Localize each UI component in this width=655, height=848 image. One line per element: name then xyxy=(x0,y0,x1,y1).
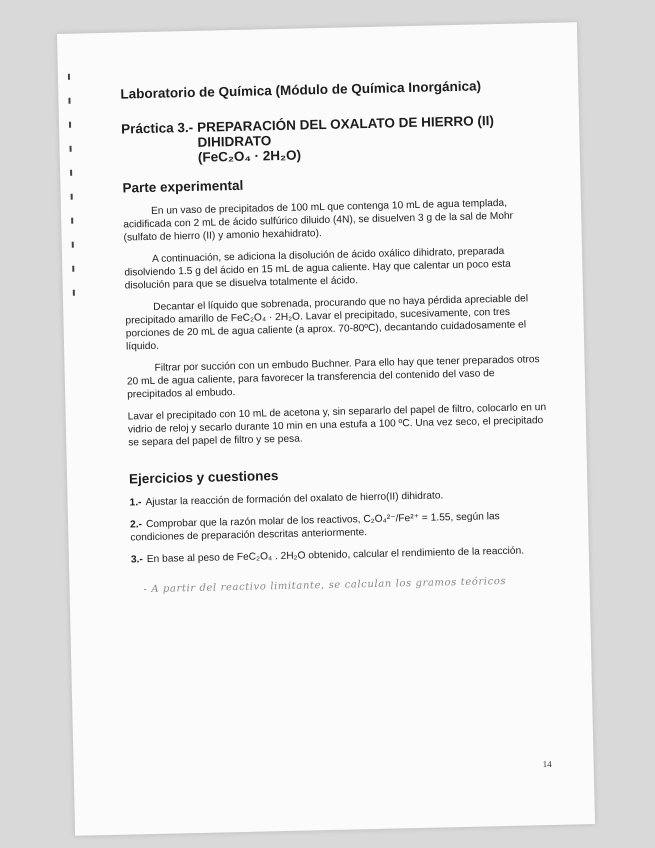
page-number: 14 xyxy=(542,758,552,770)
binder-hole xyxy=(71,218,73,224)
practice-title: PREPARACIÓN DEL OXALATO DE HIERRO (II) DIHIDRATO xyxy=(196,113,495,150)
binder-holes xyxy=(68,74,83,574)
experimental-paragraph: A continuación, se adiciona la disolución de ácido oxálico dihidrato, preparada disolviendo 1.5 g del ácido en 15 mL de agua caliente. Hay que calentar un poco esta disolución para que se disuelva totalmente el ácido. xyxy=(124,245,511,292)
exercise-text: Ajustar la reacción de formación del oxalato de hierro(II) dihidrato. xyxy=(145,490,444,509)
experimental-paragraph: Filtrar por succión con un embudo Buchner. Para ello hay que tener preparados otros 20 mL de agua caliente, para favorecer la transferencia del contenido del vaso de precipitados al embudo. xyxy=(126,354,540,401)
practice-heading xyxy=(121,112,542,167)
exercise-number: 2.- xyxy=(130,519,143,531)
exercise-text: Comprobar que la razón molar de los reactivos, C₂O₄²⁻/Fe²⁺ = 1.55, según las condiciones de preparación descritas anteriormente. xyxy=(130,511,500,544)
binder-hole xyxy=(68,74,70,80)
exercise-item xyxy=(131,544,551,567)
experimental-paragraph: Lavar el precipitado con 10 mL de acetona y, sin separarlo del papel de filtro, colocarlo en un vidrio de reloj y secarlo durante 10 min en una estufa a 100 ºC. Una vez seco, el precipitado se separa del papel de filtro y se pesa. xyxy=(127,402,547,449)
binder-hole xyxy=(73,290,75,296)
binder-hole xyxy=(72,242,74,248)
exercise-number: 1.- xyxy=(129,497,142,509)
binder-hole xyxy=(69,122,71,128)
binder-hole xyxy=(70,170,72,176)
practice-formula: (FeC₂O₄ · 2H₂O) xyxy=(197,147,302,165)
lab-title: Laboratorio de Química (Módulo de Química Inorgánica) xyxy=(120,78,482,102)
experimental-paragraph: Decantar el líquido que sobrenada, procurando que no haya pérdida apreciable del precipitado amarillo de FeC₂O₄ · 2H₂O. Lavar el precipitado, sucesivamente, con tres porciones de 20 mL de agua caliente (a aprox. 70-80ºC), decantando cuidadosamente el líquido. xyxy=(125,293,529,353)
practice-title-block xyxy=(197,112,542,165)
binder-hole xyxy=(70,146,72,152)
binder-hole xyxy=(72,266,74,272)
section-heading-exercises: Ejercicios y cuestiones xyxy=(128,468,279,487)
exercise-text: En base al peso de FeC₂O₄ . 2H₂O obtenido, calcular el rendimiento de la reacción. xyxy=(146,545,525,566)
exercise-item xyxy=(130,509,550,545)
exercise-item xyxy=(129,487,549,510)
practice-number: Práctica 3.- xyxy=(120,119,194,137)
page-content xyxy=(120,77,551,595)
binder-hole xyxy=(68,98,70,104)
handwritten-note: - A partir del reactivo limitante, se calculan los gramos teóricos xyxy=(143,575,507,596)
experimental-paragraph: En un vaso de precipitados de 100 mL que contenga 10 mL de agua templada, acidificada con 2 mL de ácido sulfúrico diluido (4N), se disuelven 3 g de la sal de Mohr (sulfato de hierro (II) y amonio hexahidrato). xyxy=(123,197,514,244)
document-page xyxy=(57,22,595,836)
exercise-number: 3.- xyxy=(130,554,143,566)
binder-hole xyxy=(71,194,73,200)
section-heading-experimental: Parte experimental xyxy=(122,177,244,196)
